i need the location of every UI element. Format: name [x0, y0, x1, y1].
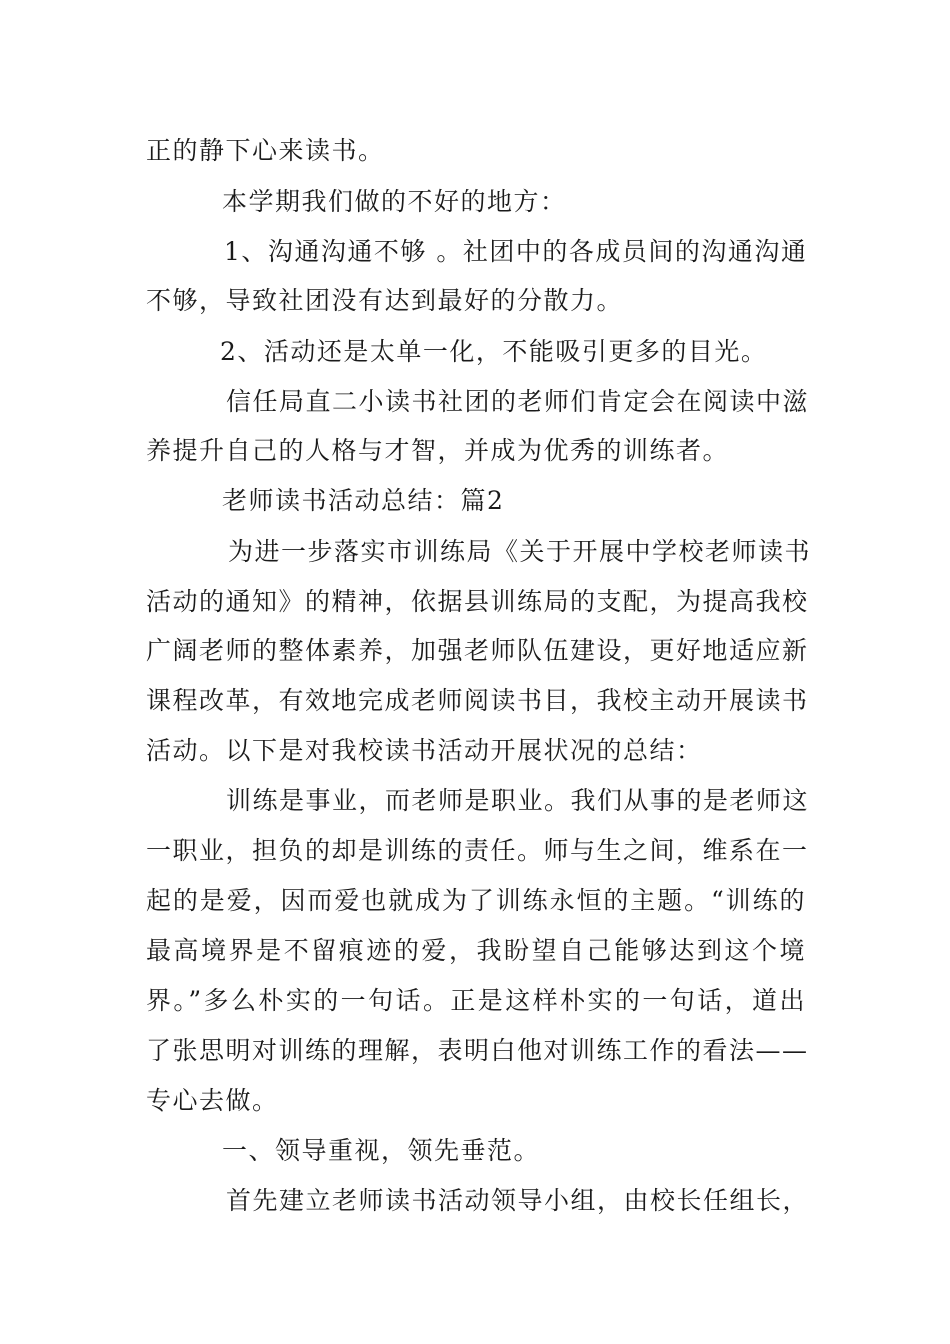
- text-line: 不够，导致社团没有达到最好的分散力。: [146, 286, 624, 315]
- text-line: 训练是事业，而老师是职业。我们从事的是老师这: [226, 786, 810, 815]
- text-line: 专心去做。: [146, 1086, 279, 1115]
- text-line: 养提升自己的人格与才智，并成为优秀的训练者。: [146, 436, 730, 465]
- text-line: 最高境界是不留痕迹的爱，我盼望自己能够达到这个境: [146, 936, 806, 965]
- text-line: 正的静下心来读书。: [146, 136, 385, 165]
- text-line: 广阔老师的整体素养，加强老师队伍建设，更好地适应新: [146, 636, 809, 665]
- section-heading: 一、领导重视，领先垂范。: [222, 1136, 541, 1165]
- text-line: 为进一步落实市训练局《关于开展中学校老师读书: [228, 537, 812, 566]
- text-line: 本学期我们做的不好的地方：: [222, 187, 567, 216]
- text-line: 1、沟通沟通不够 。社团中的各成员间的沟通沟通: [224, 237, 808, 266]
- text-line: 界。”多么朴实的一句话。正是这样朴实的一句话，道出: [146, 986, 806, 1015]
- text-line: 一职业，担负的却是训练的责任。师与生之间，维系在一: [146, 836, 809, 865]
- text-line: 课程改革，有效地完成老师阅读书目，我校主动开展读书: [146, 686, 809, 715]
- text-line: 2、活动还是太单一化，不能吸引更多的目光。: [220, 337, 768, 366]
- text-line: 首先建立老师读书活动领导小组，由校长任组长，: [226, 1186, 810, 1215]
- text-line: 了张思明对训练的理解，表明白他对训练工作的看法——: [146, 1036, 809, 1065]
- text-line: 起的是爱，因而爱也就成为了训练永恒的主题。“训练的: [146, 886, 806, 915]
- text-line: 活动。以下是对我校读书活动开展状况的总结：: [146, 736, 703, 765]
- section-heading: 老师读书活动总结：篇2: [222, 486, 505, 515]
- text-line: 活动的通知》的精神，依据县训练局的支配，为提高我校: [146, 587, 809, 616]
- text-line: 信任局直二小读书社团的老师们肯定会在阅读中滋: [226, 387, 810, 416]
